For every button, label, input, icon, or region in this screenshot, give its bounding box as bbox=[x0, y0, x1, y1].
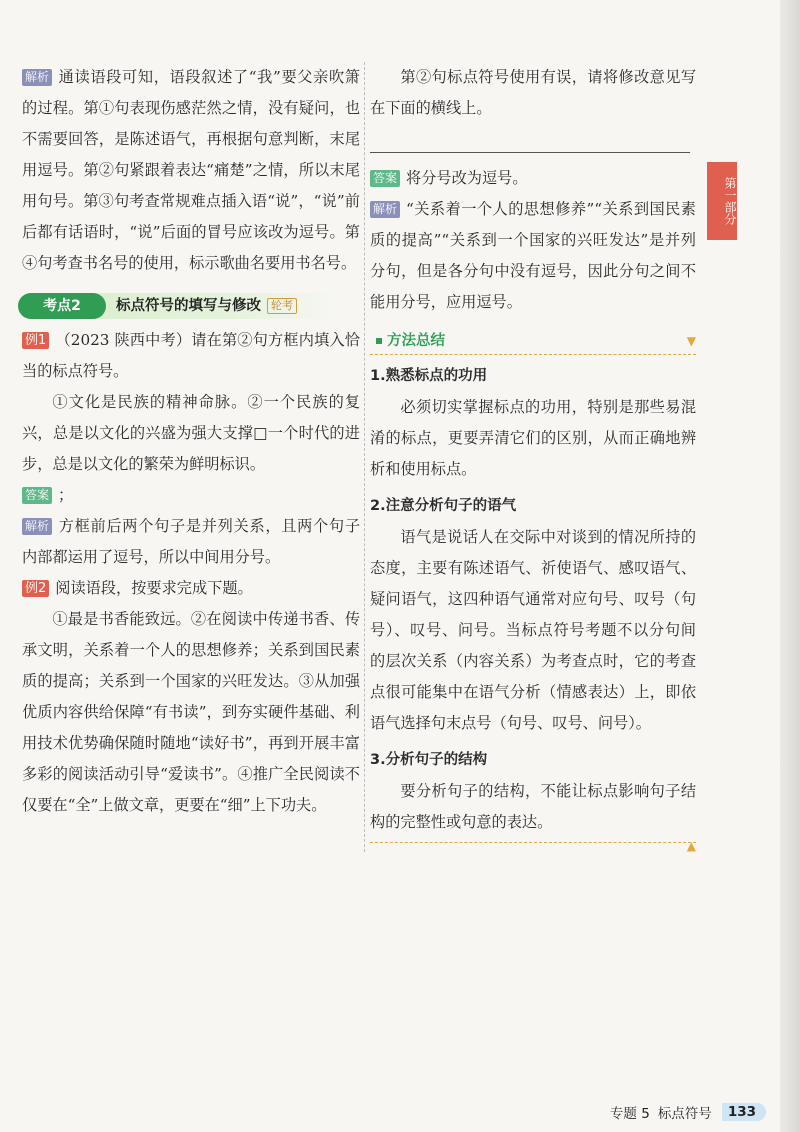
right-column bbox=[370, 62, 696, 859]
analysis-tag: 解析 bbox=[22, 518, 52, 535]
example2-question: 阅读语段，按要求完成下题。 bbox=[55, 579, 253, 597]
example2-answer bbox=[370, 163, 696, 194]
example1-question: （2023 陕西中考）请在第②句方框内填入恰当的标点符号。 bbox=[22, 331, 360, 380]
method-summary-box bbox=[370, 326, 696, 859]
method-summary-title: 方法总结 bbox=[387, 332, 445, 349]
method-summary-header bbox=[370, 328, 696, 355]
example2-tag: 例2 bbox=[22, 580, 49, 597]
example2-analysis-text: “关系着一个人的思想修养”“关系到国民素质的提高”“关系到一个国家的兴旺发达”是并列分句，但是各分句中没有逗号，因此分句之间不能用分号，应用逗号。 bbox=[370, 200, 696, 311]
section-side-tab[interactable]: 第一部分 bbox=[707, 162, 737, 240]
example1-analysis-text: 方框前后两个句子是并列关系，且两个句子内部都运用了逗号，所以中间用分号。 bbox=[22, 517, 360, 566]
method-2-body: 语气是说话人在交际中对谈到的情况所持的态度，主要有陈述语气、祈使语气、感叹语气、疑问语气，这四种语气通常对应句号、叹号（句号）、叹号、问号。当标点符号考题不以分句间的层次关系（内容关系）为考查点时，它的考查点很可能集中在语气分析（情感表达）上，即依语气选择句末点号（句号、叹号、问号）。 bbox=[370, 528, 696, 732]
analysis-text: 通读语段可知，语段叙述了“我”要父亲吹箫的过程。第①句表现伤感茫然之情，没有疑问，也不需要回答，是陈述语气，再根据句意判断，末尾用逗号。第②句紧跟着表达“痛楚”之情，所以末尾用句号。第③句考查常规难点插入语“说”，“说”前后都有话语时，“说”后面的冒号应该改为逗号。第④句考查书名号的使用，标示歌曲名要用书名号。 bbox=[22, 68, 360, 272]
example2-answer-text: 将分号改为逗号。 bbox=[406, 169, 528, 187]
kaodian-header bbox=[18, 293, 336, 319]
kaodian-pill: 考点2 bbox=[18, 293, 106, 319]
column-divider bbox=[364, 62, 365, 852]
method-1-body: 必须切实掌握标点的功用，特别是那些易混淆的标点，更要弄清它们的区别，从而正确地辨析和使用标点。 bbox=[370, 398, 696, 478]
example1-answer-text: ； bbox=[58, 486, 74, 504]
analysis-tag: 解析 bbox=[22, 69, 52, 86]
example1-answer bbox=[22, 480, 360, 511]
footer-title: 标点符号 bbox=[657, 1106, 712, 1122]
kaodian-title bbox=[116, 293, 297, 319]
arrow-down-icon: ▼ bbox=[686, 333, 696, 348]
example1-intro bbox=[22, 325, 360, 387]
answer-blank-line[interactable] bbox=[370, 152, 690, 153]
method-3-heading: 3.分析句子的结构 bbox=[370, 752, 488, 768]
page-number: 133 bbox=[722, 1103, 766, 1121]
example2-analysis bbox=[370, 194, 696, 318]
example1-tag: 例1 bbox=[22, 332, 49, 349]
kaodian-badge: 轮考 bbox=[267, 298, 297, 314]
example1-passage: ①文化是民族的精神命脉。②一个民族的复兴，总是以文化的兴盛为强大支撑□一个时代的进步，总是以文化的繁荣为鲜明标识。 bbox=[22, 393, 360, 473]
left-column bbox=[22, 62, 360, 821]
answer-tag: 答案 bbox=[370, 170, 400, 187]
method-summary-footer bbox=[370, 839, 696, 853]
method-1-heading: 1.熟悉标点的功用 bbox=[370, 368, 488, 384]
example2-passage: ①最是书香能致远。②在阅读中传递书香、传承文明，关系着一个人的思想修养；关系到国民素质的提高；关系到一个国家的兴旺发达。③从加强优质内容供给保障“有书读”，到夯实硬件基础、利用技术优势确保随时随地“读好书”，再到开展丰富多彩的阅读活动引导“爱读书”。④推广全民阅读不仅要在“全”上做文章，更要在“细”上下功夫。 bbox=[22, 610, 360, 814]
example2-intro bbox=[22, 573, 360, 604]
footer-topic: 专题 5 bbox=[609, 1106, 650, 1122]
method-3-body: 要分析句子的结构，不能让标点影响句子结构的完整性或句意的表达。 bbox=[370, 782, 696, 831]
page-edge bbox=[780, 0, 800, 1132]
method-2-heading: 2.注意分析句子的语气 bbox=[370, 498, 517, 514]
answer-tag: 答案 bbox=[22, 487, 52, 504]
intro-analysis bbox=[22, 62, 360, 279]
page-footer bbox=[610, 1102, 766, 1122]
example1-analysis bbox=[22, 511, 360, 573]
arrow-up-icon: ▲ bbox=[686, 839, 696, 853]
example2-question: 第②句标点符号使用有误，请将修改意见写在下面的横线上。 bbox=[370, 68, 696, 117]
square-bullet-icon bbox=[376, 338, 382, 344]
analysis-tag: 解析 bbox=[370, 201, 400, 218]
kaodian-title-text: 标点符号的填写与修改 bbox=[116, 298, 261, 314]
